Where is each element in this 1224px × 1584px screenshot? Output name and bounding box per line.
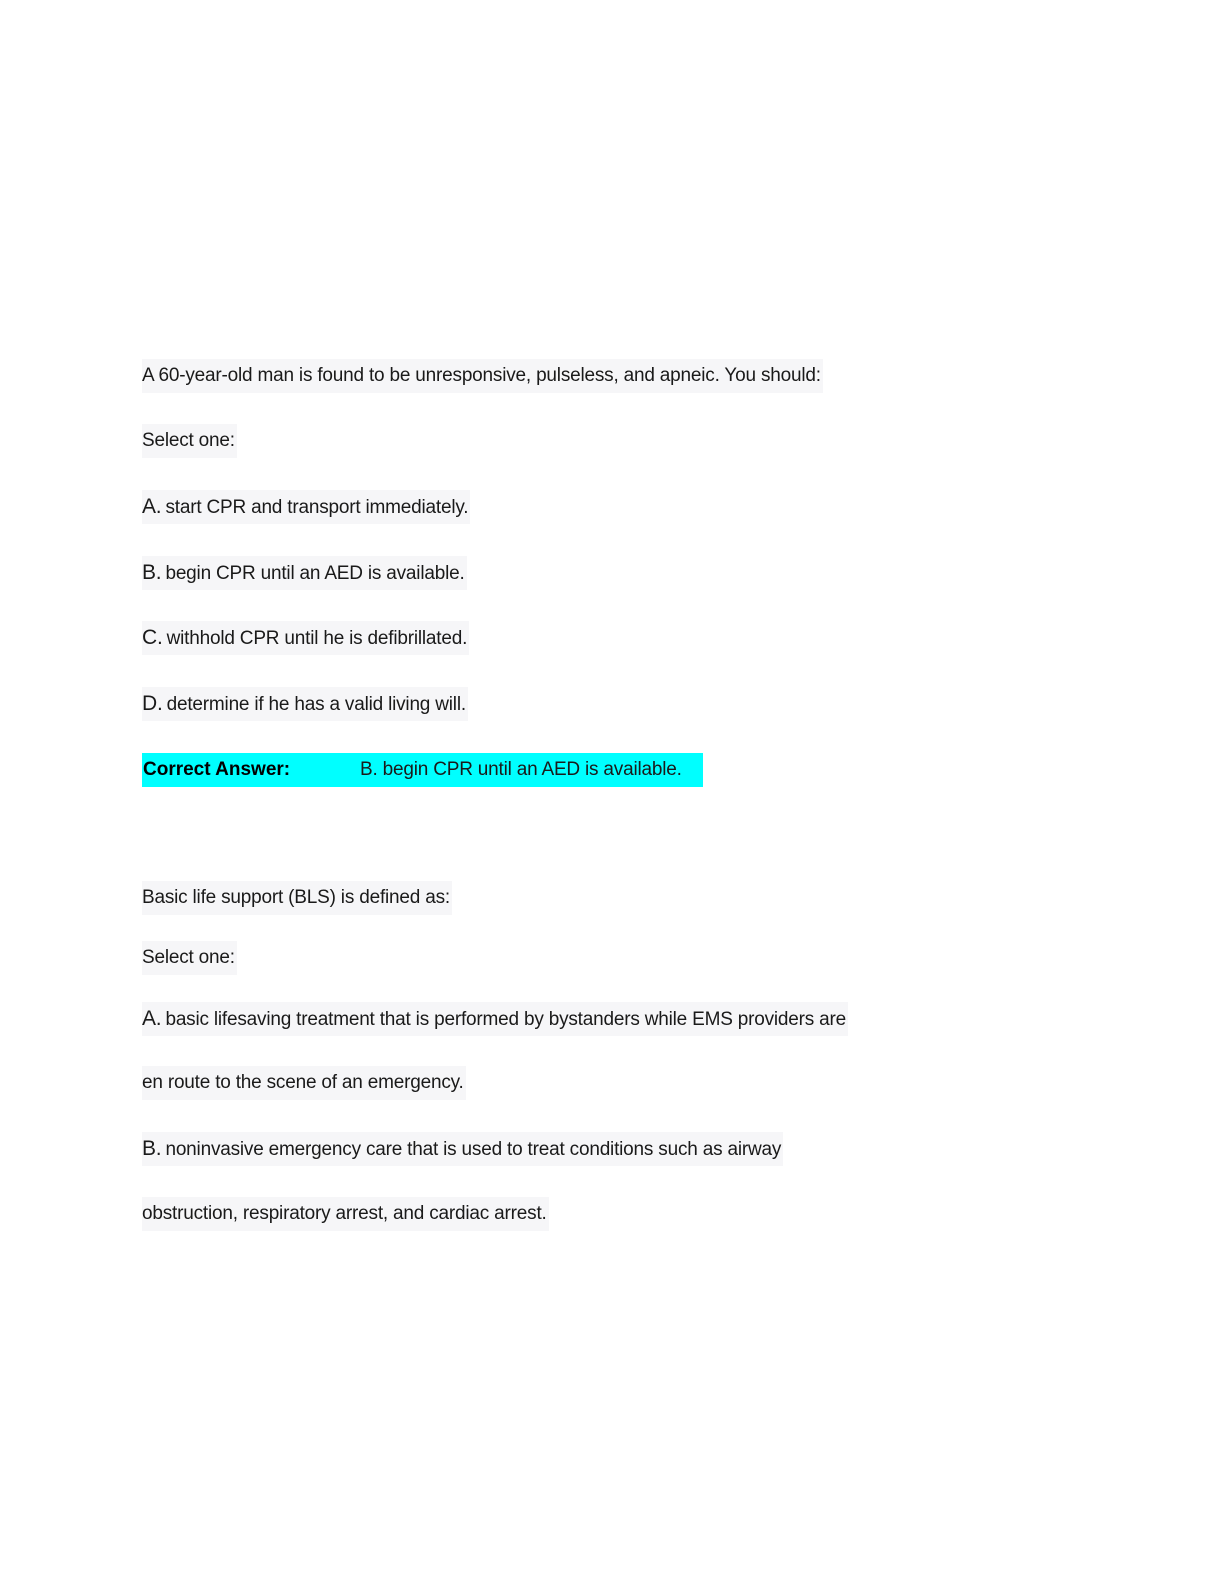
option-letter: A.	[142, 1007, 162, 1030]
question-text: A 60-year-old man is found to be unresponsive, pulseless, and apneic. You should:	[142, 359, 823, 393]
option-text: begin CPR until an AED is available.	[165, 563, 465, 584]
select-one-prompt: Select one:	[142, 424, 237, 458]
option-b-continuation: obstruction, respiratory arrest, and cardiac arrest.	[142, 1197, 549, 1231]
option-text: basic lifesaving treatment that is performed by bystanders while EMS providers are	[165, 1009, 847, 1030]
select-one-prompt: Select one:	[142, 941, 237, 975]
correct-answer-label: Correct Answer:	[143, 759, 291, 780]
option-text: start CPR and transport immediately.	[165, 497, 469, 518]
option-letter: B.	[142, 561, 162, 584]
option-text: withhold CPR until he is defibrillated.	[166, 628, 468, 649]
option-a-continuation: en route to the scene of an emergency.	[142, 1066, 466, 1100]
correct-answer-text: B. begin CPR until an AED is available.	[360, 759, 682, 780]
option-d	[142, 687, 468, 721]
option-letter: C.	[142, 626, 163, 649]
option-a	[142, 490, 470, 524]
correct-answer-highlight	[142, 753, 703, 787]
option-a	[142, 1002, 848, 1036]
option-text: determine if he has a valid living will.	[166, 694, 466, 715]
option-letter: B.	[142, 1137, 162, 1160]
option-b	[142, 1132, 783, 1166]
option-c	[142, 621, 469, 655]
option-b	[142, 556, 467, 590]
option-letter: D.	[142, 692, 163, 715]
question-text: Basic life support (BLS) is defined as:	[142, 881, 452, 915]
option-letter: A.	[142, 495, 162, 518]
option-text: noninvasive emergency care that is used to treat conditions such as airway	[165, 1139, 782, 1160]
